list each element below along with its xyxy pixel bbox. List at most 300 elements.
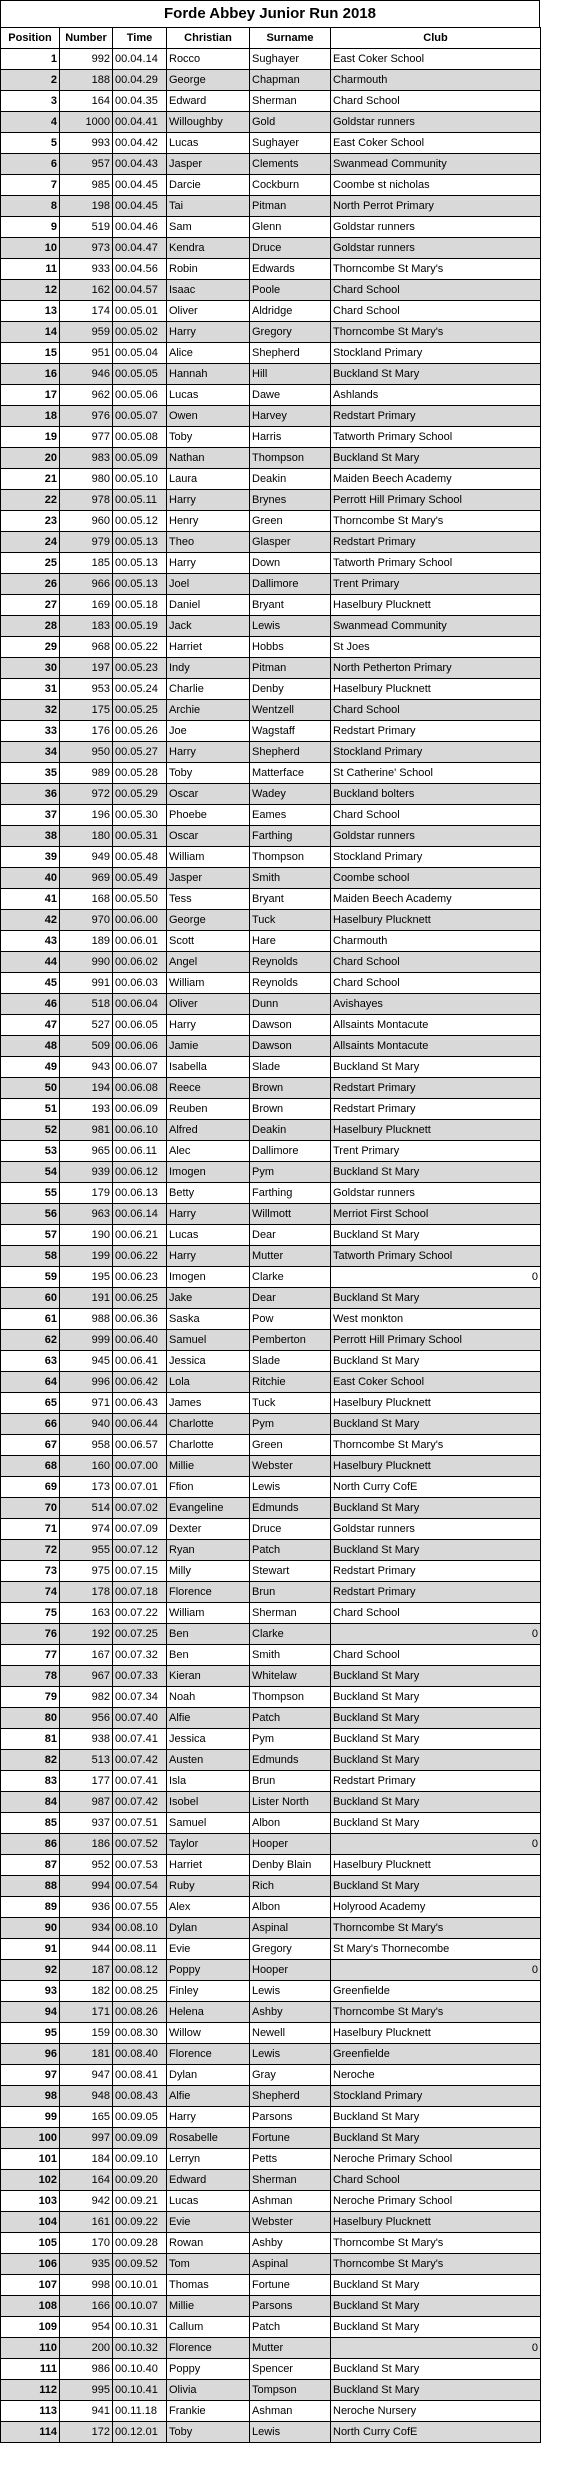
table-row [1,2191,541,2212]
position-cell: 86 [1,1834,60,1855]
position-cell: 28 [1,616,60,637]
number-cell: 990 [60,952,113,973]
club-cell: Stockland Primary [331,2086,541,2107]
christian-cell: Oliver [167,994,250,1015]
position-cell: 102 [1,2170,60,2191]
position-cell: 46 [1,994,60,1015]
time-cell: 00.06.03 [113,973,167,994]
position-cell: 49 [1,1057,60,1078]
surname-cell: Dallimore [250,574,331,595]
position-cell: 26 [1,574,60,595]
number-cell: 977 [60,427,113,448]
time-cell: 00.07.52 [113,1834,167,1855]
time-cell: 00.06.41 [113,1351,167,1372]
number-cell: 960 [60,511,113,532]
surname-cell: Deakin [250,469,331,490]
christian-cell: Frankie [167,2401,250,2422]
position-cell: 84 [1,1792,60,1813]
table-row [1,1960,541,1981]
table-row [1,553,541,574]
table-row [1,1078,541,1099]
club-cell: East Coker School [331,49,541,70]
surname-cell: Stewart [250,1561,331,1582]
christian-cell: Darcie [167,175,250,196]
time-cell: 00.05.13 [113,532,167,553]
club-cell: East Coker School [331,133,541,154]
time-cell: 00.04.42 [113,133,167,154]
christian-cell: Dylan [167,2065,250,2086]
surname-cell: Dawson [250,1036,331,1057]
position-cell: 8 [1,196,60,217]
table-row [1,70,541,91]
christian-cell: Evangeline [167,1498,250,1519]
club-cell: Chard School [331,91,541,112]
club-cell: Buckland St Mary [331,2317,541,2338]
club-cell: Neroche [331,2065,541,2086]
surname-cell: Brown [250,1078,331,1099]
surname-cell: Ashby [250,2002,331,2023]
number-cell: 940 [60,1414,113,1435]
number-cell: 967 [60,1666,113,1687]
club-cell: Trent Primary [331,1141,541,1162]
club-cell: Goldstar runners [331,826,541,847]
time-cell: 00.06.12 [113,1162,167,1183]
number-cell: 969 [60,868,113,889]
surname-cell: Rich [250,1876,331,1897]
time-cell: 00.09.21 [113,2191,167,2212]
column-header-christian: Christian [167,28,250,49]
time-cell: 00.04.29 [113,70,167,91]
christian-cell: Poppy [167,2359,250,2380]
club-cell: Neroche Primary School [331,2149,541,2170]
time-cell: 00.07.34 [113,1687,167,1708]
number-cell: 937 [60,1813,113,1834]
club-cell: Thorncombe St Mary's [331,2254,541,2275]
table-row [1,1624,541,1645]
position-cell: 16 [1,364,60,385]
position-cell: 99 [1,2107,60,2128]
position-cell: 78 [1,1666,60,1687]
club-cell: Perrott Hill Primary School [331,490,541,511]
christian-cell: Theo [167,532,250,553]
table-row [1,301,541,322]
surname-cell: Aspinal [250,1918,331,1939]
table-row [1,1708,541,1729]
number-cell: 195 [60,1267,113,1288]
time-cell: 00.07.01 [113,1477,167,1498]
surname-cell: Parsons [250,2107,331,2128]
time-cell: 00.06.01 [113,931,167,952]
number-cell: 527 [60,1015,113,1036]
club-cell: Buckland St Mary [331,1351,541,1372]
surname-cell: Brynes [250,490,331,511]
club-cell: Chard School [331,1645,541,1666]
club-cell: Thorncombe St Mary's [331,2233,541,2254]
table-row [1,1645,541,1666]
table-row [1,217,541,238]
christian-cell: George [167,910,250,931]
position-cell: 3 [1,91,60,112]
surname-cell: Thompson [250,448,331,469]
position-cell: 31 [1,679,60,700]
time-cell: 00.05.04 [113,343,167,364]
surname-cell: Lewis [250,1981,331,2002]
table-row [1,889,541,910]
time-cell: 00.05.07 [113,406,167,427]
number-cell: 993 [60,133,113,154]
table-row [1,1330,541,1351]
christian-cell: Imogen [167,1267,250,1288]
number-cell: 942 [60,2191,113,2212]
surname-cell: Hare [250,931,331,952]
surname-cell: Pym [250,1729,331,1750]
table-row [1,868,541,889]
position-cell: 71 [1,1519,60,1540]
number-cell: 935 [60,2254,113,2275]
position-cell: 114 [1,2422,60,2443]
table-row [1,637,541,658]
position-cell: 73 [1,1561,60,1582]
table-row [1,490,541,511]
christian-cell: Jessica [167,1351,250,1372]
number-cell: 182 [60,1981,113,2002]
christian-cell: Ben [167,1645,250,1666]
surname-cell: Glasper [250,532,331,553]
table-row [1,91,541,112]
surname-cell: Sherman [250,1603,331,1624]
time-cell: 00.07.41 [113,1771,167,1792]
club-cell: Charmouth [331,70,541,91]
number-cell: 962 [60,385,113,406]
christian-cell: Lerryn [167,2149,250,2170]
position-cell: 69 [1,1477,60,1498]
table-row [1,2170,541,2191]
position-cell: 77 [1,1645,60,1666]
christian-cell: Jasper [167,154,250,175]
table-row [1,1288,541,1309]
time-cell: 00.09.09 [113,2128,167,2149]
club-cell: Buckland St Mary [331,1666,541,1687]
christian-cell: Edward [167,91,250,112]
position-cell: 17 [1,385,60,406]
table-row [1,826,541,847]
christian-cell: Sam [167,217,250,238]
club-cell: 0 [331,1624,541,1645]
position-cell: 7 [1,175,60,196]
club-cell: Trent Primary [331,574,541,595]
position-cell: 62 [1,1330,60,1351]
christian-cell: Nathan [167,448,250,469]
christian-cell: Tai [167,196,250,217]
table-row [1,448,541,469]
club-cell: St Mary's Thornecombe [331,1939,541,1960]
number-cell: 165 [60,2107,113,2128]
club-cell: Chard School [331,700,541,721]
position-cell: 108 [1,2296,60,2317]
table-row [1,2065,541,2086]
club-cell: Redstart Primary [331,1771,541,1792]
time-cell: 00.06.21 [113,1225,167,1246]
surname-cell: Ashby [250,2233,331,2254]
time-cell: 00.07.33 [113,1666,167,1687]
number-cell: 180 [60,826,113,847]
christian-cell: Alec [167,1141,250,1162]
time-cell: 00.05.30 [113,805,167,826]
position-cell: 61 [1,1309,60,1330]
surname-cell: Parsons [250,2296,331,2317]
position-cell: 97 [1,2065,60,2086]
position-cell: 109 [1,2317,60,2338]
surname-cell: Sughayer [250,49,331,70]
club-cell: Avishayes [331,994,541,1015]
time-cell: 00.07.54 [113,1876,167,1897]
christian-cell: Austen [167,1750,250,1771]
number-cell: 190 [60,1225,113,1246]
surname-cell: Glenn [250,217,331,238]
surname-cell: Wagstaff [250,721,331,742]
surname-cell: Dawe [250,385,331,406]
time-cell: 00.06.57 [113,1435,167,1456]
table-row [1,973,541,994]
number-cell: 978 [60,490,113,511]
christian-cell: Owen [167,406,250,427]
number-cell: 968 [60,637,113,658]
surname-cell: Dunn [250,994,331,1015]
position-cell: 66 [1,1414,60,1435]
time-cell: 00.09.05 [113,2107,167,2128]
surname-cell: Brun [250,1771,331,1792]
surname-cell: Clarke [250,1624,331,1645]
number-cell: 188 [60,70,113,91]
christian-cell: Lola [167,1372,250,1393]
surname-cell: Mutter [250,1246,331,1267]
time-cell: 00.06.09 [113,1099,167,1120]
christian-cell: Oscar [167,826,250,847]
time-cell: 00.06.23 [113,1267,167,1288]
surname-cell: Down [250,553,331,574]
christian-cell: Harry [167,553,250,574]
club-cell: Buckland St Mary [331,1057,541,1078]
surname-cell: Tompson [250,2380,331,2401]
time-cell: 00.05.05 [113,364,167,385]
surname-cell: Gold [250,112,331,133]
christian-cell: William [167,847,250,868]
club-cell: Perrott Hill Primary School [331,1330,541,1351]
number-cell: 949 [60,847,113,868]
club-cell: Buckland St Mary [331,1540,541,1561]
club-cell: Charmouth [331,931,541,952]
number-cell: 518 [60,994,113,1015]
number-cell: 943 [60,1057,113,1078]
position-cell: 47 [1,1015,60,1036]
position-cell: 15 [1,343,60,364]
christian-cell: Kieran [167,1666,250,1687]
surname-cell: Harvey [250,406,331,427]
page-title: Forde Abbey Junior Run 2018 [0,0,540,27]
position-cell: 21 [1,469,60,490]
position-cell: 74 [1,1582,60,1603]
number-cell: 974 [60,1519,113,1540]
number-cell: 168 [60,889,113,910]
christian-cell: Evie [167,2212,250,2233]
club-cell: Goldstar runners [331,112,541,133]
position-cell: 27 [1,595,60,616]
surname-cell: Albon [250,1813,331,1834]
table-row [1,1855,541,1876]
table-row [1,805,541,826]
surname-cell: Pitman [250,658,331,679]
club-cell: Maiden Beech Academy [331,889,541,910]
christian-cell: James [167,1393,250,1414]
surname-cell: Druce [250,238,331,259]
christian-cell: Alice [167,343,250,364]
table-row [1,343,541,364]
position-cell: 35 [1,763,60,784]
christian-cell: Florence [167,2044,250,2065]
club-cell: Haselbury Plucknett [331,910,541,931]
christian-cell: Kendra [167,238,250,259]
time-cell: 00.04.43 [113,154,167,175]
christian-cell: Milly [167,1561,250,1582]
time-cell: 00.05.19 [113,616,167,637]
club-cell: Coombe st nicholas [331,175,541,196]
time-cell: 00.07.55 [113,1897,167,1918]
results-table [0,27,541,2443]
christian-cell: Alfie [167,1708,250,1729]
table-row [1,49,541,70]
number-cell: 975 [60,1561,113,1582]
club-cell: North Curry CofE [331,1477,541,1498]
table-row [1,238,541,259]
christian-cell: William [167,973,250,994]
surname-cell: Deakin [250,1120,331,1141]
position-cell: 79 [1,1687,60,1708]
surname-cell: Bryant [250,889,331,910]
time-cell: 00.08.25 [113,1981,167,2002]
club-cell: Thorncombe St Mary's [331,1918,541,1939]
christian-cell: Harry [167,322,250,343]
time-cell: 00.10.07 [113,2296,167,2317]
surname-cell: Poole [250,280,331,301]
table-row [1,742,541,763]
table-row [1,574,541,595]
club-cell: Buckland St Mary [331,2275,541,2296]
number-cell: 997 [60,2128,113,2149]
table-row [1,385,541,406]
number-cell: 192 [60,1624,113,1645]
number-cell: 992 [60,49,113,70]
christian-cell: Jamie [167,1036,250,1057]
position-cell: 103 [1,2191,60,2212]
surname-cell: Pym [250,1162,331,1183]
surname-cell: Slade [250,1351,331,1372]
time-cell: 00.07.41 [113,1729,167,1750]
number-cell: 176 [60,721,113,742]
table-row [1,784,541,805]
position-cell: 22 [1,490,60,511]
position-cell: 5 [1,133,60,154]
time-cell: 00.07.15 [113,1561,167,1582]
christian-cell: Jasper [167,868,250,889]
table-row [1,1141,541,1162]
club-cell: St Joes [331,637,541,658]
club-cell: Buckland St Mary [331,1288,541,1309]
surname-cell: Edwards [250,259,331,280]
christian-cell: Toby [167,427,250,448]
surname-cell: Lewis [250,616,331,637]
number-cell: 167 [60,1645,113,1666]
christian-cell: Angel [167,952,250,973]
time-cell: 00.05.18 [113,595,167,616]
table-row [1,280,541,301]
time-cell: 00.06.40 [113,1330,167,1351]
number-cell: 196 [60,805,113,826]
number-cell: 181 [60,2044,113,2065]
christian-cell: Scott [167,931,250,952]
position-cell: 30 [1,658,60,679]
surname-cell: Fortune [250,2128,331,2149]
position-cell: 41 [1,889,60,910]
surname-cell: Edmunds [250,1498,331,1519]
time-cell: 00.04.45 [113,196,167,217]
surname-cell: Farthing [250,1183,331,1204]
table-row [1,763,541,784]
table-row [1,112,541,133]
number-cell: 958 [60,1435,113,1456]
christian-cell: Callum [167,2317,250,2338]
number-cell: 963 [60,1204,113,1225]
table-row [1,1036,541,1057]
number-cell: 172 [60,2422,113,2443]
club-cell: Buckland St Mary [331,2128,541,2149]
surname-cell: Petts [250,2149,331,2170]
position-cell: 82 [1,1750,60,1771]
table-row [1,511,541,532]
christian-cell: Toby [167,2422,250,2443]
table-row [1,469,541,490]
time-cell: 00.08.43 [113,2086,167,2107]
position-cell: 101 [1,2149,60,2170]
table-row [1,2023,541,2044]
number-cell: 945 [60,1351,113,1372]
table-row [1,1687,541,1708]
club-cell: Redstart Primary [331,1561,541,1582]
number-cell: 987 [60,1792,113,1813]
club-cell: Chard School [331,280,541,301]
christian-cell: Harriet [167,637,250,658]
position-cell: 64 [1,1372,60,1393]
club-cell: 0 [331,1960,541,1981]
surname-cell: Mutter [250,2338,331,2359]
club-cell: Buckland bolters [331,784,541,805]
club-cell: Merriot First School [331,1204,541,1225]
surname-cell: Lister North [250,1792,331,1813]
table-row [1,1204,541,1225]
christian-cell: Thomas [167,2275,250,2296]
number-cell: 934 [60,1918,113,1939]
results-body [1,49,541,2443]
table-row [1,1057,541,1078]
table-row [1,1519,541,1540]
time-cell: 00.09.28 [113,2233,167,2254]
position-cell: 23 [1,511,60,532]
table-row [1,1897,541,1918]
club-cell: Thorncombe St Mary's [331,2002,541,2023]
table-row [1,2338,541,2359]
position-cell: 12 [1,280,60,301]
christian-cell: Lucas [167,385,250,406]
club-cell: North Petherton Primary [331,658,541,679]
